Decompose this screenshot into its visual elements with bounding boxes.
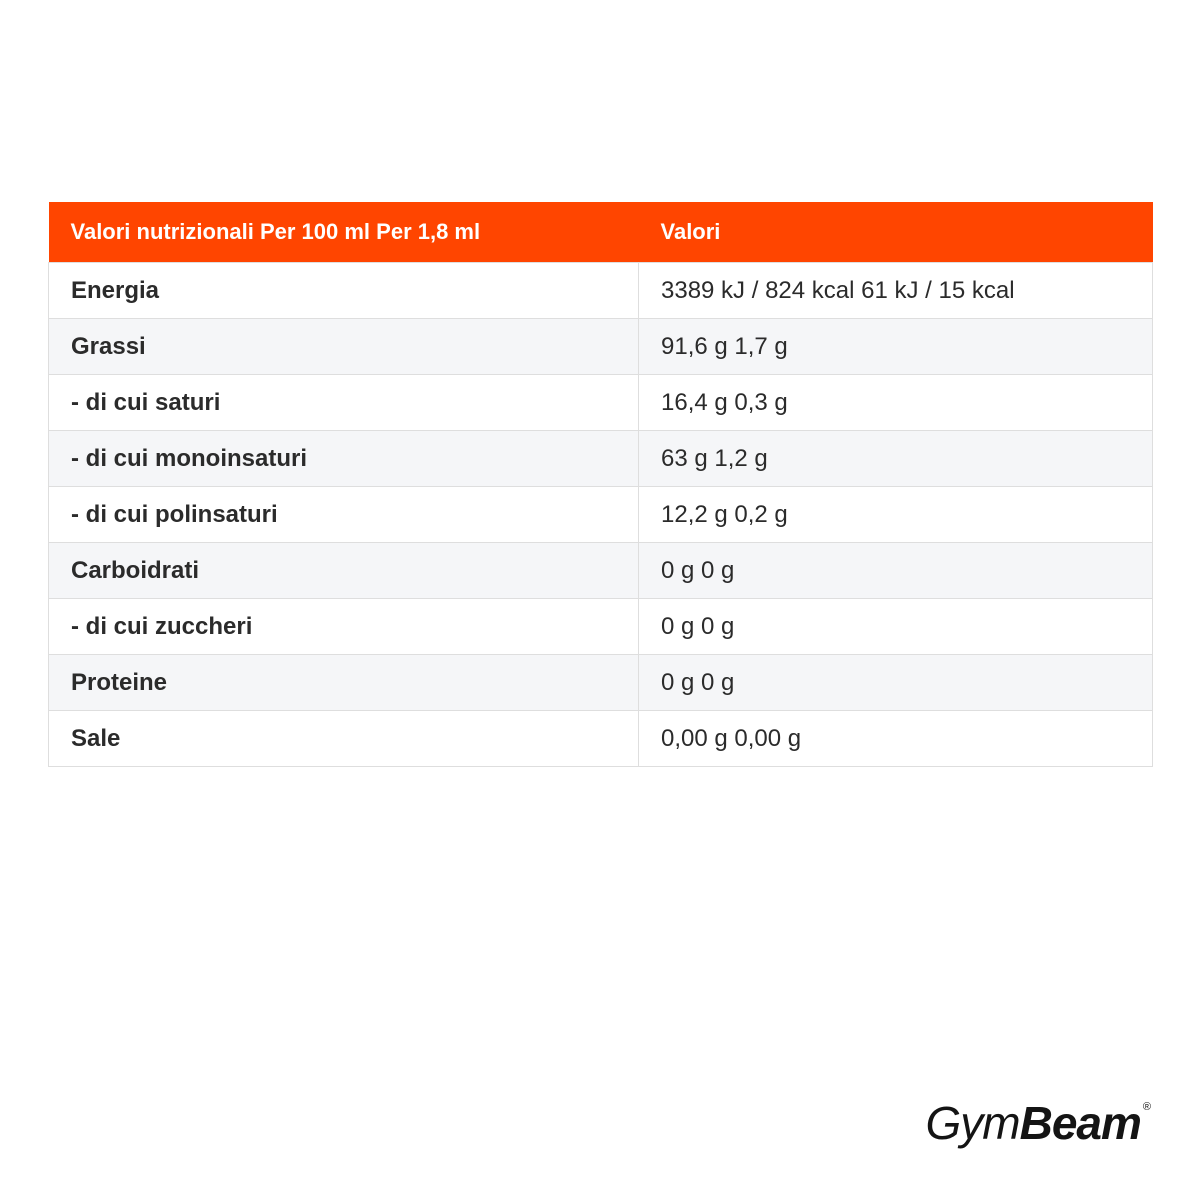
table-row: [49, 431, 1153, 487]
table-row: [49, 375, 1153, 431]
table-row: [49, 655, 1153, 711]
row-value: 63 g 1,2 g: [639, 431, 1153, 487]
gymbeam-logo: [925, 1097, 1150, 1149]
row-value: 3389 kJ / 824 kcal 61 kJ / 15 kcal: [639, 263, 1153, 319]
row-label: Sale: [49, 711, 639, 767]
row-value: 12,2 g 0,2 g: [639, 487, 1153, 543]
row-label: - di cui saturi: [49, 375, 639, 431]
row-value: 16,4 g 0,3 g: [639, 375, 1153, 431]
logo-text-gym: Gym: [925, 1097, 1020, 1149]
logo-text-beam: Beam: [1019, 1097, 1141, 1149]
table-row: [49, 319, 1153, 375]
row-label: Proteine: [49, 655, 639, 711]
row-value: 0 g 0 g: [639, 543, 1153, 599]
row-label: - di cui polinsaturi: [49, 487, 639, 543]
row-label: - di cui monoinsaturi: [49, 431, 639, 487]
table-row: [49, 543, 1153, 599]
row-value: 91,6 g 1,7 g: [639, 319, 1153, 375]
nutrition-table: [48, 202, 1153, 767]
row-value: 0 g 0 g: [639, 655, 1153, 711]
table-row: [49, 599, 1153, 655]
row-label: Carboidrati: [49, 543, 639, 599]
row-label: - di cui zuccheri: [49, 599, 639, 655]
row-label: Grassi: [49, 319, 639, 375]
registered-mark: ®: [1142, 1101, 1150, 1113]
row-value: 0 g 0 g: [639, 599, 1153, 655]
nutrition-table-container: [48, 202, 1152, 767]
table-row: [49, 263, 1153, 319]
header-row: [49, 202, 1153, 263]
table-header: [49, 202, 1153, 263]
header-values: Valori: [639, 202, 1153, 263]
table-row: [49, 487, 1153, 543]
table-body: [49, 263, 1153, 767]
table-row: [49, 711, 1153, 767]
row-value: 0,00 g 0,00 g: [639, 711, 1153, 767]
header-nutrition-values: Valori nutrizionali Per 100 ml Per 1,8 ml: [49, 202, 639, 263]
row-label: Energia: [49, 263, 639, 319]
